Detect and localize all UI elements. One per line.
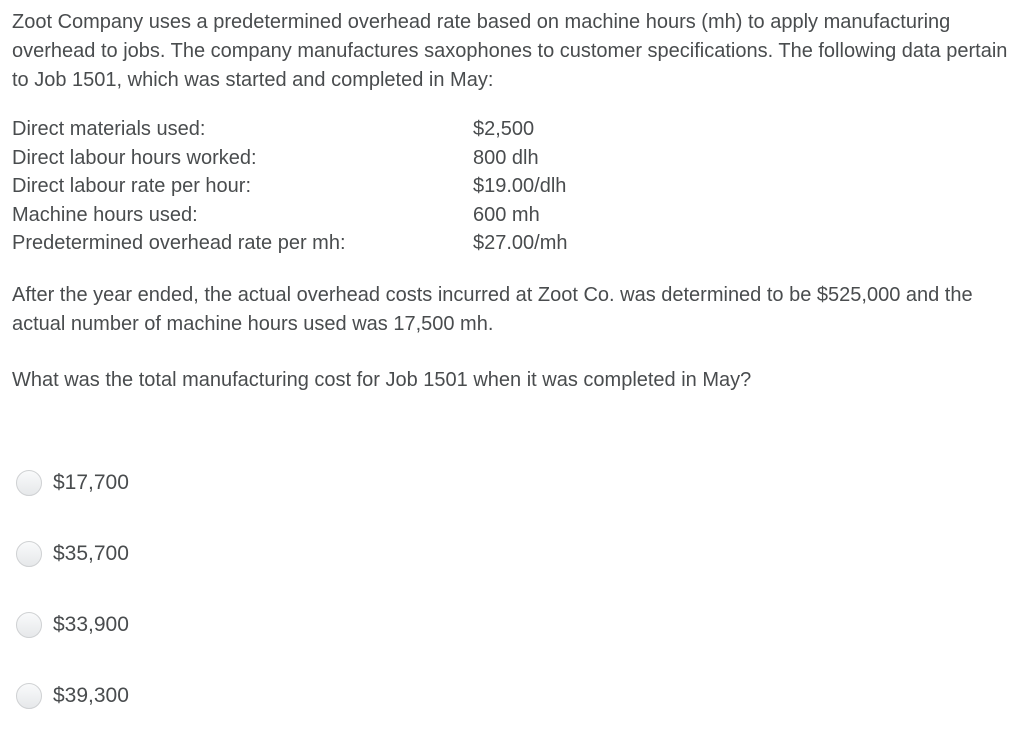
data-label-direct-labour-rate: Direct labour rate per hour: [12,175,252,197]
job-data-table [12,115,1012,258]
answer-option-label[interactable]: $39,300 [53,684,129,707]
question-prompt: What was the total manufacturing cost for Job 1501 when it was completed in May? [12,368,752,391]
answer-option-4[interactable] [16,681,129,711]
data-label-direct-labour-hours: Direct labour hours worked: [12,146,257,169]
radio-button[interactable] [16,541,42,567]
data-value-overhead-rate: $27.00/mh [473,232,568,254]
answer-options [16,468,129,752]
data-label-overhead-rate: Predetermined overhead rate per mh: [12,232,346,254]
data-value-machine-hours: 600 mh [473,203,540,226]
radio-button[interactable] [16,683,42,709]
answer-option-1[interactable] [16,468,129,498]
radio-button[interactable] [16,612,42,638]
answer-option-label[interactable]: $33,900 [53,613,129,636]
data-value-direct-labour-hours: 800 dlh [473,146,539,169]
data-label-machine-hours: Machine hours used: [12,203,198,226]
data-value-direct-labour-rate: $19.00/dlh [473,175,567,197]
actual-overhead-text: After the year ended, the actual overhead costs incurred at Zoot Co. was determined to be $525,000 and the actual number of machine hours used was 17,500 mh. [12,283,973,335]
answer-option-label[interactable]: $17,700 [53,471,129,494]
question-container [12,8,1012,395]
radio-button[interactable] [16,470,42,496]
data-label-direct-materials: Direct materials used: [12,118,206,140]
question-intro: Zoot Company uses a predetermined overhead rate based on machine hours (mh) to apply manufacturing overhead to jobs. The company manufactures saxophones to customer specifications. The following data pertain to Job 1501, which was started and completed in May: [12,11,1008,91]
data-value-direct-materials: $2,500 [473,118,535,140]
answer-option-2[interactable] [16,539,129,569]
answer-option-label[interactable]: $35,700 [53,542,129,565]
answer-option-3[interactable] [16,610,129,640]
